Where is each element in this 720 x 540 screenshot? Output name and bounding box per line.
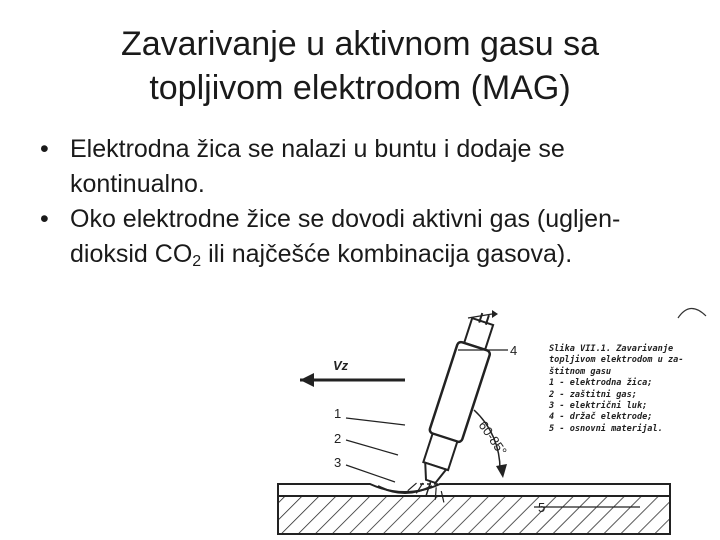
bullet-text-2-before: Oko elektrodne žice se dovodi aktivni gas (ugljen-dioksid CO [70,205,621,268]
curve-mark-icon [678,308,706,318]
part-number-1: 1 [334,406,342,421]
angle-label: 60-85° [475,418,510,459]
caption-line: 1 - elektrodna žica; [549,378,653,389]
caption-line: 5 - osnovni materijal. [549,423,663,434]
figure-caption [549,344,719,435]
velocity-arrow [300,358,405,387]
caption-line: topljivom elektrodom u za- [549,355,684,366]
caption-line: 2 - zaštitni gas; [549,389,637,400]
part-number-4: 4 [510,343,518,358]
slide-title-line-1: Zavarivanje u aktivnom gasu sa [120,25,600,63]
caption-line: 3 - električni luk; [549,401,648,412]
bullet-item-1 [38,132,678,202]
caption-line: štitnom gasu [549,366,612,377]
part-number-3: 3 [334,455,342,470]
base-material [278,484,670,534]
bullet-item-2 [38,202,678,272]
slide-title [60,22,660,110]
bullet-dot-icon: • [40,205,49,233]
caption-line: Slika VII.1. Zavarivanje [549,344,674,354]
slide-title-line-2: topljivom elektrodom (MAG) [149,69,571,107]
part-number-2: 2 [334,431,342,446]
bullet-list [38,132,678,272]
welding-torch [408,308,503,502]
part-number-5: 5 [538,500,546,515]
bullet-text-2-subscript: 2 [192,253,202,270]
velocity-label: Vz [333,358,349,373]
bullet-text-1: Elektrodna žica se nalazi u buntu i dodaje se kontinualno. [70,135,565,198]
bullet-dot-icon: • [40,135,49,163]
bullet-text-2-after: ili najčešće kombinacija gasova). [201,240,573,268]
caption-line: 4 - držač elektrode; [549,412,653,423]
